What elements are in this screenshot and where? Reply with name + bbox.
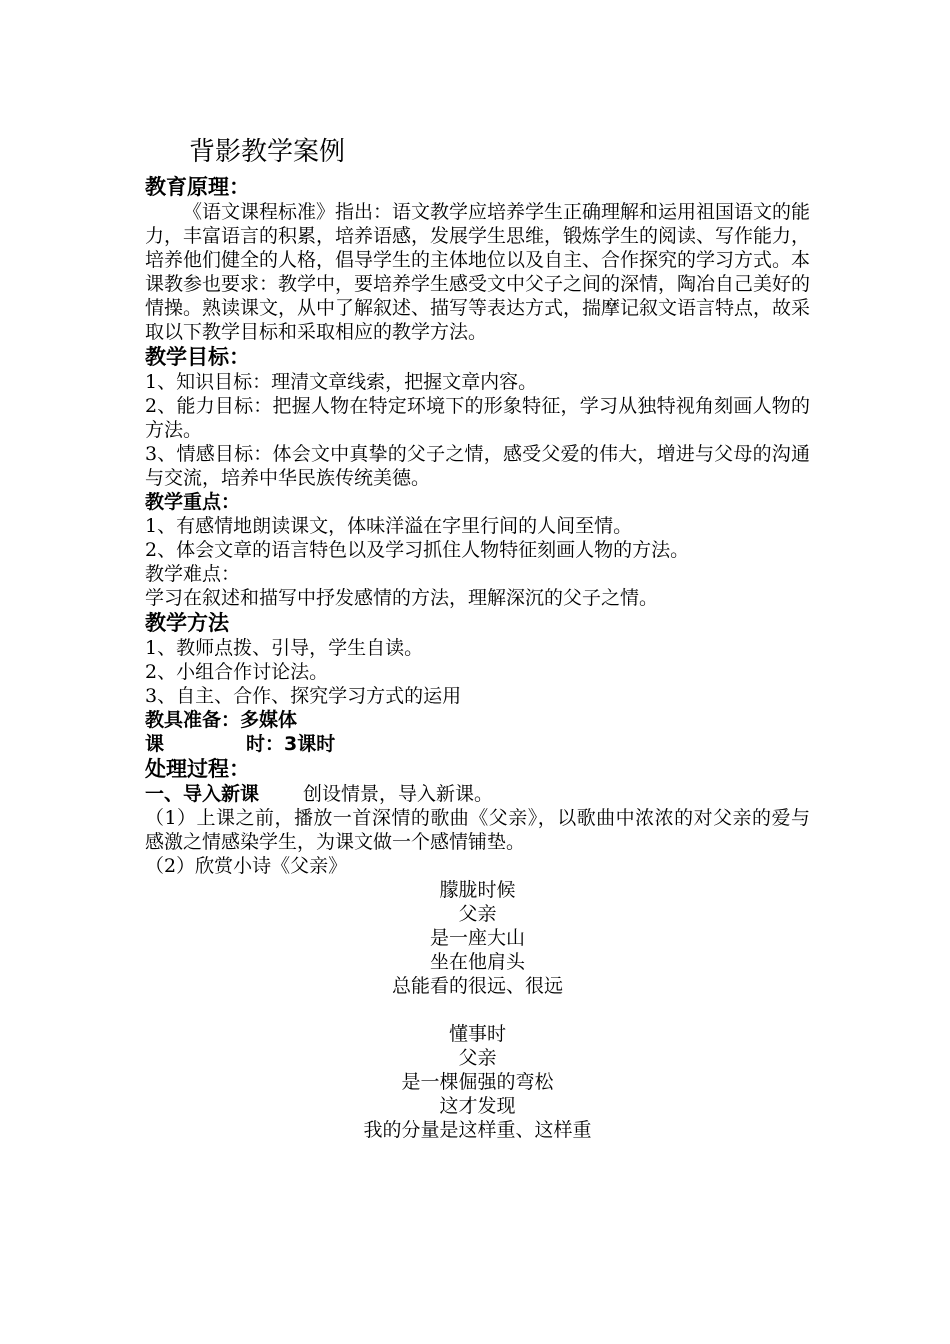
difficulty-heading: 教学难点： (145, 563, 241, 585)
goal-item-3: 3、情感目标：体会文中真挚的父子之情，感受父爱的伟大，增进与父母的沟通与交流，培养中华民族传统美德。 (145, 443, 810, 489)
document-page (145, 134, 810, 1142)
process-paragraph-2: （2）欣赏小诗《父亲》 (145, 855, 348, 877)
hours-line (145, 732, 810, 756)
poem-line: 父亲 (458, 903, 497, 925)
process-heading: 处理过程： (145, 757, 250, 781)
tools-line (145, 708, 810, 732)
method-item-1: 1、教师点拨、引导，学生自读。 (145, 637, 424, 659)
stanza-spacer (145, 998, 810, 1022)
principle-text: 《语文课程标准》指出：语文教学应培养学生正确理解和运用祖国语文的能力，丰富语言的积累，培养语感，发展学生思维，锻炼学生的阅读、写作能力，培养他们健全的人格，倡导学生的主体地位以及自主、合作探究的学习方式。本课教参也要求：教学中，要培养学生感受文中父子之间的深情，陶冶自己美好的情操。熟读课文，从中了解叙述、描写等表达方式，揣摩记叙文语言特点，故采取以下教学目标和采取相应的教学方法。 (145, 201, 811, 343)
poem-stanza-1 (145, 878, 810, 998)
hours-label-a: 课 (145, 733, 165, 755)
process-paragraph-1: （1）上课之前，播放一首深情的歌曲《父亲》，以歌曲中浓浓的对父亲的爱与感激之情感染学生，为课文做一个感情铺垫。 (145, 807, 810, 853)
method-item-3: 3、自主、合作、探究学习方式的运用 (145, 685, 462, 707)
poem-line: 朦胧时候 (439, 879, 516, 901)
key-points-heading: 教学重点： (145, 491, 241, 513)
poem-stanza-2 (145, 1022, 810, 1142)
step1-line (145, 782, 810, 806)
methods-heading: 教学方法 (145, 611, 229, 635)
document-title: 背影教学案例 (189, 137, 346, 167)
poem-line: 坐在他肩头 (429, 951, 525, 973)
goal-item-2: 2、能力目标：把握人物在特定环境下的形象特征，学习从独特视角刻画人物的方法。 (145, 395, 810, 441)
poem-line: 父亲 (458, 1047, 497, 1069)
goal-item-1: 1、知识目标：理清文章线索，把握文章内容。 (145, 371, 538, 393)
hours-label-b: 时： (246, 733, 285, 755)
tools-label: 教具准备： (145, 709, 241, 731)
hours-value: 3课时 (284, 733, 336, 755)
poem-line: 这才发现 (439, 1095, 516, 1117)
poem-line: 我的分量是这样重、这样重 (363, 1119, 592, 1141)
poem-line: 总能看的很远、很远 (391, 975, 563, 997)
step1-label: 一、导入新课 (145, 783, 260, 805)
poem-line: 是一棵倔强的弯松 (401, 1071, 554, 1093)
poem-line: 是一座大山 (429, 927, 525, 949)
poem-line: 懂事时 (448, 1023, 506, 1045)
tools-value: 多媒体 (240, 709, 298, 731)
key-point-item-2: 2、体会文章的语言特色以及学习抓住人物特征刻画人物的方法。 (145, 539, 690, 561)
difficulty-text: 学习在叙述和描写中抒发感情的方法，理解深沉的父子之情。 (145, 587, 659, 609)
principle-heading: 教育原理： (145, 175, 250, 199)
method-item-2: 2、小组合作讨论法。 (145, 661, 329, 683)
goals-heading: 教学目标： (145, 345, 250, 369)
step1-text: 创设情景，导入新课。 (303, 783, 494, 805)
key-point-item-1: 1、有感情地朗读课文，体味洋溢在字里行间的人间至情。 (145, 515, 633, 537)
